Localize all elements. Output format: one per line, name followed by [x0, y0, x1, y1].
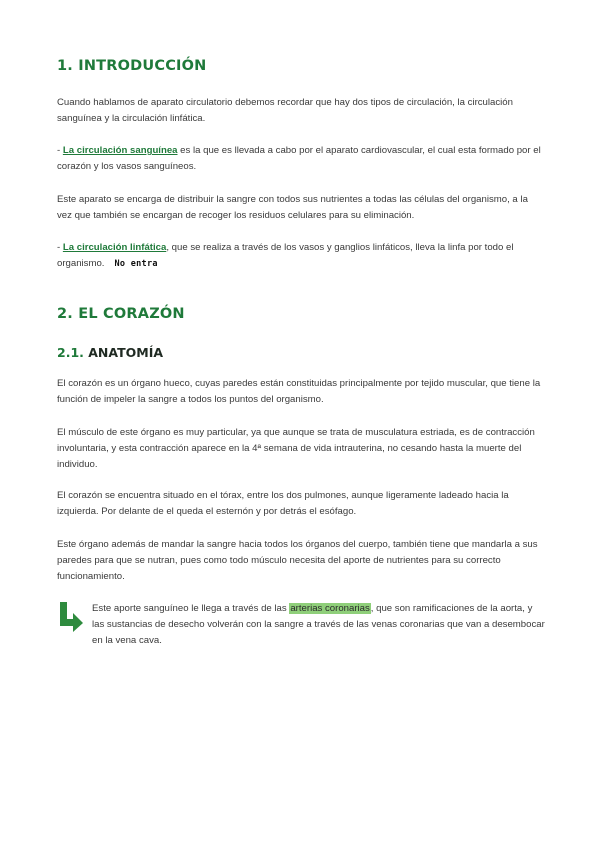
section-title-corazon: 2. EL CORAZÓN [57, 306, 185, 322]
anatomia-paragraph-3: El corazón se encuentra situado en el tórax, entre los dos pulmones, aunque ligeramente ladeado hacia la izquierda. Por delante de el queda el esternón y por detrás el esófago. [57, 490, 509, 517]
note-text-end: , que son ramificaciones de la aorta, y las sustancias de desecho volverán con la sangre a través de las venas coronarias que van a desembocar en la vena cava. [92, 603, 545, 646]
subsection-number: 2.1. [57, 345, 84, 360]
handwritten-note: No entra [114, 259, 158, 269]
intro-paragraph-4 [57, 240, 542, 272]
turn-right-arrow-icon [58, 602, 84, 632]
anatomia-paragraph-4: Este órgano además de mandar la sangre hacia todos los órganos del cuerpo, también tiene que mandarla a sus paredes para que se nutran, pues como todo músculo necesita del aporte de nutrientes para su correcto funcionamiento. [57, 539, 538, 582]
subsection-title-anatomia [57, 345, 163, 360]
link-circulacion-linfatica[interactable]: La circulación linfática [62, 242, 167, 253]
anatomia-paragraph-1: El corazón es un órgano hueco, cuyas paredes están constituidas principalmente por tejido muscular, que tiene la función de impeler la sangre a todos los puntos del organismo. [57, 378, 541, 405]
anatomia-paragraph-2: El músculo de este órgano es muy particular, ya que aunque se trata de musculatura estriada, es de contracción involuntaria, y esta contracción aparece en la 4ª semana de vida intrauterina, no cesando hasta la muerte del individuo. [57, 427, 535, 470]
link-circulacion-sanguinea[interactable]: La circulación sanguínea [62, 145, 178, 156]
intro-paragraph-4-text: , que se realiza a través de los vasos y ganglios linfáticos, lleva la linfa por todo el organismo. [57, 242, 514, 269]
section-title-introduccion: 1. INTRODUCCIÓN [57, 58, 207, 74]
subsection-label: ANATOMÍA [83, 345, 164, 360]
intro-paragraph-2 [57, 143, 542, 175]
dash-prefix: - [57, 145, 63, 156]
highlight-arterias-coronarias: arterias coronarias [290, 603, 370, 614]
intro-paragraph-3: Este aparato se encarga de distribuir la sangre con todos sus nutrientes a todas las células del organismo, a la vez que también se encargan de recoger los residuos celulares para su eliminación. [57, 194, 528, 221]
note-text-start: Este aporte sanguíneo le llega a través de las [92, 603, 290, 614]
dash-prefix: - [57, 242, 63, 253]
intro-paragraph-2-text: es la que es llevada a cabo por el aparato cardiovascular, el cual esta formado por el corazón y los vasos sanguíneos. [57, 145, 541, 172]
note-paragraph [92, 601, 547, 649]
intro-paragraph-1: Cuando hablamos de aparato circulatorio debemos recordar que hay dos tipos de circulación, la circulación sanguínea y la circulación linfática. [57, 97, 513, 124]
